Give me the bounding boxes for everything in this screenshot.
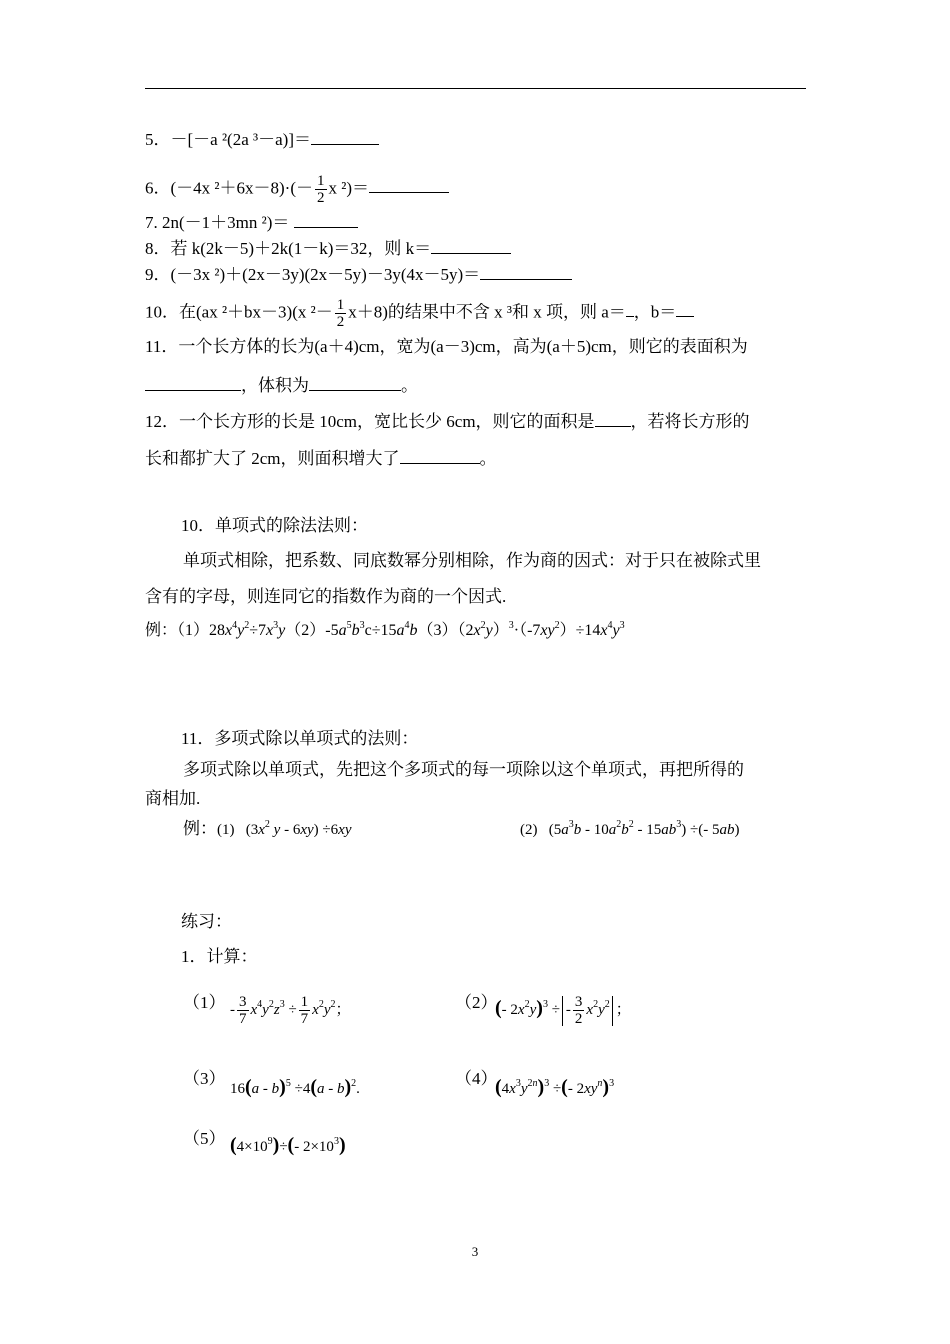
section-10-examples: 例：$(1)28x^4y^2\div 7x^3y(2)-5a^5b^3c\div 15a^4b(3)(2x^2y)^3\cdot(-7xy^2)\div 14x^4y^3$ [145, 620, 625, 639]
section-10-title: 10．单项式的除法法则： [181, 516, 368, 535]
practice-expr-2: (- $2x^2y)^3$ ÷ - $\frac{3}{2}$ $x^2y^2$ ； [495, 994, 631, 1027]
question-12-line1: 12．一个长方形的长是 10cm，宽比长少 6cm，则它的面积是 ，若将长方形的 [145, 409, 750, 433]
answer-blank [480, 262, 572, 280]
section-11-para-1: 多项式除以单项式，先把这个多项式的每一项除以这个单项式，再把所得的 [183, 760, 744, 779]
practice-expr-4: $(4x^3y^{2n})^3$ ÷(- $2xy^n)^3$ [495, 1076, 615, 1098]
practice-title: 练习： [181, 912, 232, 931]
page-number: 3 [471, 1244, 479, 1259]
section-11-title: 11．多项式除以单项式的法则： [181, 729, 419, 748]
question-12-line2: 长和都扩大了 2cm，则面积增大了 。 [145, 446, 497, 470]
answer-blank [626, 299, 634, 317]
practice-expr-5: $(4\times 10^9)\div(-$ $2\times 10^3$) [230, 1134, 346, 1156]
practice-expr-3: 16(a - b)$^5$ ÷4(a - b)$^2$. [230, 1076, 360, 1098]
question-6: 6．(－4x ²＋6x－8)·(－ $\frac{1}{2}$ x ²)＝ [145, 173, 449, 206]
answer-blank [311, 127, 379, 145]
answer-blank [145, 373, 241, 391]
practice-expr-1: - $\frac{3}{7}$ $x^4y^2z^3$ ÷ $\frac{1}{7}$ $x^2y^2$； [230, 994, 351, 1027]
question-11-line2: ，体积为 。 [145, 373, 418, 397]
answer-blank [369, 175, 449, 193]
section-11-example-1: 例：(1) ($3x^2$ y - 6xy) ÷6xy [183, 819, 352, 838]
answer-blank [431, 236, 511, 254]
section-10-para-2: 含有的字母，则连同它的指数作为商的一个因式. [145, 587, 507, 606]
practice-sub: 1．计算： [181, 947, 258, 966]
answer-blank [676, 299, 694, 317]
question-7: 7. 2n(－1＋3mn ²)＝ [145, 210, 358, 234]
answer-blank [400, 446, 480, 464]
question-10: 10．在(ax ²＋bx－3)(x ²－ $\frac{1}{2}$ x＋8)的结果中不含 x ³和 x 项，则 a＝ ，b＝ [145, 297, 694, 330]
section-11-example-2: (2) $(5a^3b - 10a^2b^2 - 15ab^3)$ ÷(- 5ab) [520, 819, 740, 838]
question-5: 5．－[－a ²(2a ³－a)]＝ [145, 127, 379, 151]
practice-label-1: （1） [183, 993, 226, 1012]
answer-blank [309, 373, 401, 391]
practice-label-4: （4） [455, 1069, 498, 1088]
practice-label-2: （2） [455, 993, 498, 1012]
header-rule [145, 88, 806, 89]
answer-blank [595, 409, 631, 427]
practice-label-5: （5） [183, 1129, 226, 1148]
question-11-line1: 11．一个长方体的长为(a＋4)cm，宽为(a－3)cm，高为(a＋5)cm，则它的表面积为 [145, 337, 748, 356]
section-11-para-2: 商相加. [145, 789, 201, 808]
question-9: 9．(－3x ²)＋(2x－3y)(2x－5y)－3y(4x－5y)＝ [145, 262, 572, 286]
answer-blank [294, 210, 358, 228]
practice-label-3: （3） [183, 1069, 226, 1088]
fraction-half: $\frac{1}{2}$ [336, 297, 345, 330]
question-8: 8．若 k(2k－5)＋2k(1－k)＝32，则 k＝ [145, 236, 511, 260]
fraction-half: $\frac{1}{2}$ [317, 173, 325, 206]
section-10-para-1: 单项式相除，把系数、同底数幂分别相除，作为商的因式：对于只在被除式里 [183, 551, 761, 570]
